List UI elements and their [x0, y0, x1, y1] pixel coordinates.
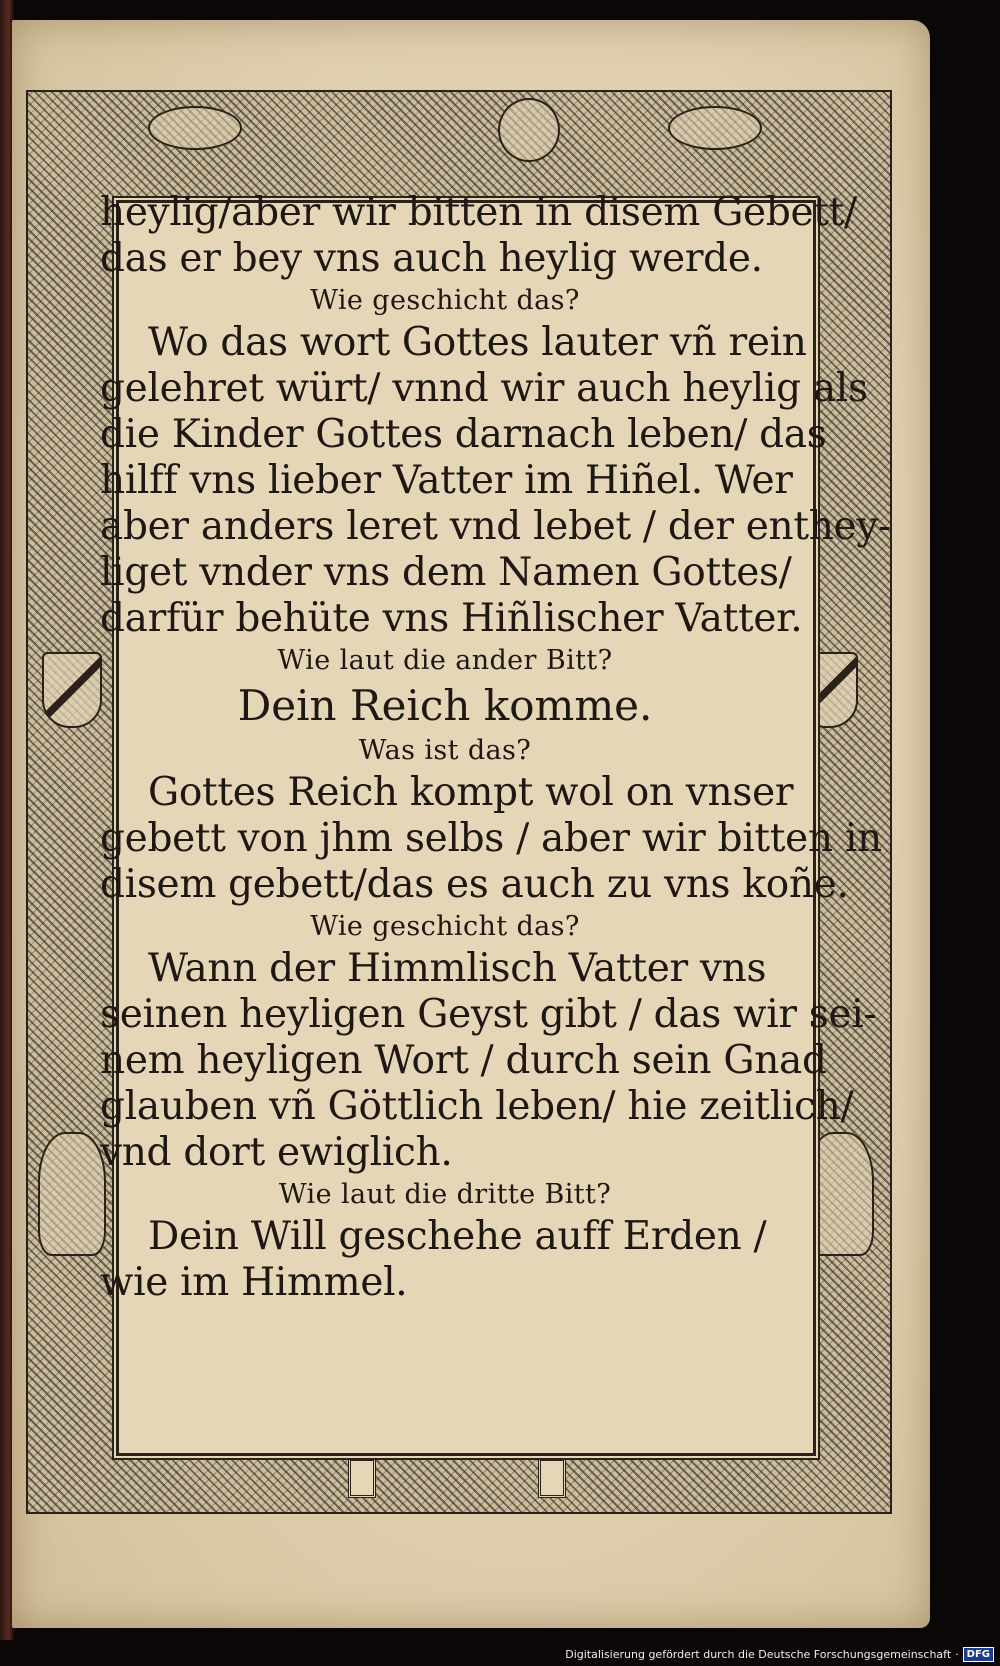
text-line: glauben vñ Göttlich leben/ hie zeitlich/	[100, 1084, 854, 1129]
shield-ornament-left	[42, 652, 102, 728]
text-line: heylig/aber wir bitten in disem Gebett/	[100, 190, 857, 235]
text-line: Gottes Reich kompt wol on vnser	[148, 770, 794, 815]
text-line: nem heyligen Wort / durch sein Gnad	[100, 1038, 827, 1083]
plaque-ornament-left	[348, 1458, 376, 1498]
cherub-head-ornament	[498, 98, 560, 162]
dfg-logo-icon: DFG	[963, 1647, 994, 1662]
text-line: vnd dort ewiglich.	[100, 1130, 453, 1175]
text-line: seinen heyligen Geyst gibt / das wir sei-	[100, 992, 877, 1037]
section-question-heading: Was ist das?	[358, 735, 532, 766]
text-line: aber anders leret vnd lebet / der enthey-	[100, 504, 891, 549]
text-line: gebett von jhm selbs / aber wir bitten in	[100, 816, 882, 861]
page-text	[100, 190, 891, 1306]
text-line: liget vnder vns dem Namen Gottes/	[100, 550, 792, 595]
petition-title: Dein Reich komme.	[237, 681, 653, 730]
scroll-ornament-top-left	[148, 106, 242, 150]
vase-ornament-right	[806, 1132, 874, 1256]
text-line: gelehret würt/ vnnd wir auch heylig als	[100, 366, 868, 411]
text-line: das er bey vns auch heylig werde.	[100, 236, 763, 281]
digitization-footer: Digitalisierung gefördert durch die Deutsche Forschungsgemeinschaft · DFG	[565, 1647, 994, 1662]
text-line: Wann der Himmlisch Vatter vns	[148, 946, 767, 991]
text-line: wie im Himmel.	[100, 1260, 408, 1305]
section-question-heading: Wie geschicht das?	[310, 285, 580, 316]
text-line: Wo das wort Gottes lauter vñ rein	[148, 320, 807, 365]
text-line: disem gebett/das es auch zu vns koñe.	[100, 862, 849, 907]
section-question-heading: Wie laut die dritte Bitt?	[278, 1179, 612, 1210]
text-line: darfür behüte vns Hiñlischer Vatter.	[100, 596, 803, 641]
text-line: hilff vns lieber Vatter im Hiñel. Wer	[100, 458, 793, 503]
text-line: Dein Will geschehe auff Erden /	[148, 1214, 767, 1259]
section-question-heading: Wie laut die ander Bitt?	[277, 645, 613, 676]
text-line: die Kinder Gottes darnach leben/ das	[100, 412, 827, 457]
plaque-ornament-right	[538, 1458, 566, 1498]
footer-credit: Digitalisierung gefördert durch die Deutsche Forschungsgemeinschaft	[565, 1648, 952, 1661]
vase-ornament-left	[38, 1132, 106, 1256]
scroll-ornament-top-right	[668, 106, 762, 150]
section-question-heading: Wie geschicht das?	[310, 911, 580, 942]
